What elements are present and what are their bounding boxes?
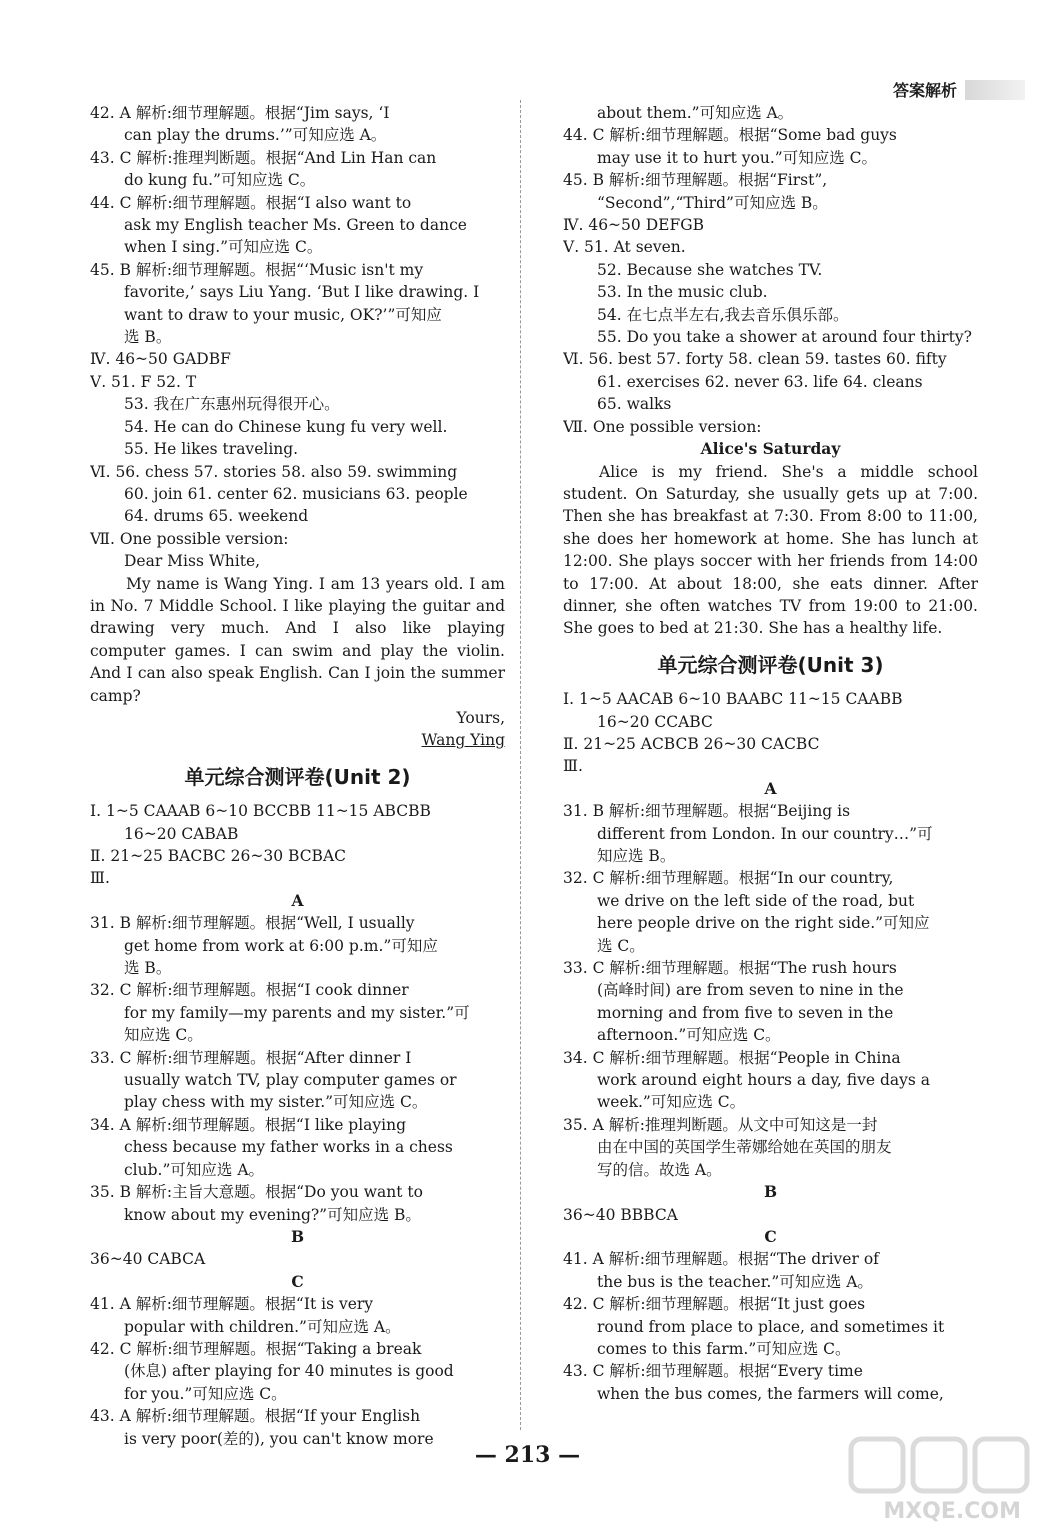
column-divider: [520, 100, 521, 1430]
left-line: 45. B 解析:细节理解题。根据“‘Music isn't my: [90, 260, 424, 279]
unit3-line: we drive on the left side of the road, but: [597, 891, 915, 910]
unit3-line: 43. C 解析:细节理解题。根据“Every time: [563, 1362, 863, 1381]
unit3-line: when the bus comes, the farmers will come,: [597, 1384, 944, 1403]
unit2-line: 选 B。: [124, 959, 172, 978]
left-line: 54. He can do Chinese kung fu very well.: [124, 417, 448, 436]
unit2-answers: [90, 800, 505, 1450]
left-line: can play the drums.’”可知应选 A。: [124, 126, 387, 145]
unit2-line: 34. A 解析:细节理解题。根据“I like playing: [90, 1115, 407, 1134]
unit2-line: (休息) after playing for 40 minutes is good: [124, 1362, 454, 1381]
left-line: do kung fu.”可知应选 C。: [124, 171, 316, 190]
unit2-line: 32. C 解析:细节理解题。根据“I cook dinner: [90, 981, 409, 1000]
header-bar: [965, 80, 1025, 100]
unit3-line: 选 C。: [597, 936, 645, 955]
unit2-line: club.”可知应选 A。: [124, 1160, 265, 1179]
unit3-line: 34. C 解析:细节理解题。根据“People in China: [563, 1048, 901, 1067]
unit3-line: 写的信。故选 A。: [597, 1160, 722, 1179]
right-line: 44. C 解析:细节理解题。根据“Some bad guys: [563, 126, 897, 145]
left-line: Ⅶ. One possible version:: [90, 529, 289, 548]
unit2-line: know about my evening?”可知应选 B。: [124, 1205, 421, 1224]
unit2-line: 36~40 CABCA: [90, 1250, 206, 1269]
unit2-line: 31. B 解析:细节理解题。根据“Well, I usually: [90, 914, 415, 933]
right-line: 53. In the music club.: [597, 283, 768, 302]
unit3-line: round from place to place, and sometimes it: [597, 1317, 945, 1336]
unit2-line: 33. C 解析:细节理解题。根据“After dinner I: [90, 1048, 412, 1067]
left-line: 55. He likes traveling.: [124, 440, 299, 459]
right-line: 61. exercises 62. never 63. life 64. cleans: [597, 372, 923, 391]
unit3-line: 33. C 解析:细节理解题。根据“The rush hours: [563, 959, 897, 978]
unit2-line: for my family—my parents and my sister.”可: [124, 1003, 470, 1022]
unit2-line: popular with children.”可知应选 A。: [124, 1317, 401, 1336]
right-line: 45. B 解析:细节理解题。根据“First”,: [563, 171, 828, 190]
unit2-line: Ⅲ.: [90, 869, 110, 888]
left-line: 44. C 解析:细节理解题。根据“I also want to: [90, 193, 412, 212]
letter-signature: Wang Ying: [421, 731, 505, 750]
unit3-line: afternoon.”可知应选 C。: [597, 1026, 781, 1045]
unit2-line: Ⅰ. 1~5 CAAAB 6~10 BCCBB 11~15 ABCBB: [90, 802, 431, 821]
unit2-line: 41. A 解析:细节理解题。根据“It is very: [90, 1295, 374, 1314]
unit2-line: usually watch TV, play computer games or: [124, 1071, 457, 1090]
right-line: Ⅳ. 46~50 DEFGB: [563, 216, 704, 235]
unit3-line: B: [763, 1182, 778, 1202]
unit2-line: 43. A 解析:细节理解题。根据“If your English: [90, 1407, 421, 1426]
watermark: [845, 1431, 1035, 1526]
right-line: Ⅶ. One possible version:: [563, 417, 762, 436]
unit3-line: 知应选 B。: [597, 847, 676, 865]
unit3-line: C: [764, 1226, 777, 1246]
unit3-line: 42. C 解析:细节理解题。根据“It just goes: [563, 1295, 866, 1314]
watermark-logo-icon: [845, 1431, 1035, 1501]
left-line: want to draw to your music, OK?’”可知应: [124, 305, 442, 324]
unit3-line: 16~20 CCABC: [597, 712, 713, 731]
left-line: Ⅴ. 51. F 52. T: [90, 372, 197, 391]
left-line: Ⅵ. 56. chess 57. stories 58. also 59. swimming: [90, 462, 458, 481]
left-line: 60. join 61. center 62. musicians 63. people: [124, 484, 468, 503]
right-answers: [563, 102, 978, 438]
left-line: ask my English teacher Ms. Green to dance: [124, 216, 467, 235]
unit2-line: get home from work at 6:00 p.m.”可知应: [124, 936, 438, 955]
unit3-line: Ⅱ. 21~25 ACBCB 26~30 CACBC: [563, 734, 820, 753]
unit3-line: A: [764, 778, 777, 798]
unit2-line: 16~20 CABAB: [124, 824, 239, 843]
unit3-line: Ⅰ. 1~5 AACAB 6~10 BAABC 11~15 CAABB: [563, 690, 903, 709]
page-number: — 213 —: [474, 1442, 581, 1468]
unit3-line: here people drive on the right side.”可知应: [597, 914, 930, 933]
letter-closing: Yours,: [456, 708, 505, 727]
right-line: about them.”可知应选 A。: [597, 104, 794, 122]
right-line: 54. 在七点半左右,我去音乐俱乐部。: [597, 305, 849, 324]
watermark-text: MXQE.COM: [883, 1499, 1021, 1524]
right-line: 52. Because she watches TV.: [597, 260, 823, 279]
unit3-line: 36~40 BBBCA: [563, 1205, 678, 1224]
unit3-line: 32. C 解析:细节理解题。根据“In our country,: [563, 869, 894, 888]
unit2-line: Ⅱ. 21~25 BACBC 26~30 BCBAC: [90, 847, 346, 865]
page-header: [893, 78, 1025, 101]
left-line: when I sing.”可知应选 C。: [124, 238, 323, 257]
left-line: 选 B。: [124, 328, 172, 347]
unit2-line: B: [290, 1226, 305, 1246]
unit3-line: (高峰时间) are from seven to nine in the: [597, 981, 904, 1000]
unit3-line: different from London. In our country…”可: [597, 824, 933, 843]
left-line: Ⅳ. 46~50 GADBF: [90, 350, 231, 369]
unit3-line: work around eight hours a day, five days a: [597, 1071, 931, 1090]
left-answers: [90, 102, 505, 573]
left-line: 43. C 解析:推理判断题。根据“And Lin Han can: [90, 148, 437, 167]
unit3-answers: [563, 688, 978, 1405]
left-line: 42. A 解析:细节理解题。根据“Jim says, ‘I: [90, 104, 390, 122]
unit3-line: 31. B 解析:细节理解题。根据“Beijing is: [563, 802, 851, 821]
unit2-line: C: [291, 1271, 304, 1291]
unit3-line: Ⅲ.: [563, 757, 583, 776]
unit3-line: the bus is the teacher.”可知应选 A。: [597, 1272, 873, 1291]
essay-body: Alice is my friend. She's a middle school student. On Saturday, she usually gets up at 7:00. Then she has breakfast at 7:30. From 8:00 to 11:00, she does her homework at home. She has lunch at 12:00. She plays soccer with her friends from 14:00 to 17:00. At about 18:00, she eats dinner. After dinner, she often watches TV from 19:00 to 21:00. She goes to bed at 21:30. She has a healthy life.: [563, 462, 978, 638]
unit3-line: 41. A 解析:细节理解题。根据“The driver of: [563, 1250, 879, 1269]
left-line: favorite,’ says Liu Yang. ‘But I like drawing. I: [124, 283, 480, 302]
unit3-line: week.”可知应选 C。: [597, 1093, 746, 1112]
essay-title: Alice's Saturday: [700, 439, 841, 459]
right-line: 55. Do you take a shower at around four thirty?: [597, 328, 972, 347]
right-line: Ⅵ. 56. best 57. forty 58. clean 59. tastes 60. fifty: [563, 350, 947, 369]
unit3-line: morning and from five to seven in the: [597, 1003, 894, 1022]
unit2-line: for you.”可知应选 C。: [124, 1384, 287, 1403]
right-line: 65. walks: [597, 395, 672, 414]
unit2-line: is very poor(差的), you can't know more: [124, 1429, 434, 1448]
right-line: “Second”,“Third”可知应选 B。: [597, 193, 828, 212]
right-line: Ⅴ. 51. At seven.: [563, 238, 686, 257]
unit2-line: 35. B 解析:主旨大意题。根据“Do you want to: [90, 1183, 423, 1202]
left-line: Dear Miss White,: [124, 552, 261, 571]
unit2-title: 单元综合测评卷(Unit 2): [184, 764, 411, 789]
unit3-line: 35. A 解析:推理判断题。从文中可知这是一封: [563, 1115, 878, 1134]
unit3-line: comes to this farm.”可知应选 C。: [597, 1339, 851, 1358]
left-line: 64. drums 65. weekend: [124, 507, 309, 526]
header-label: 答案解析: [892, 81, 957, 100]
unit2-line: chess because my father works in a chess: [124, 1138, 453, 1157]
right-line: may use it to hurt you.”可知应选 C。: [597, 148, 877, 167]
unit2-line: play chess with my sister.”可知应选 C。: [124, 1093, 428, 1112]
unit2-line: 知应选 C。: [124, 1026, 203, 1045]
letter-body: My name is Wang Ying. I am 13 years old. I am in No. 7 Middle School. I like playing the guitar and drawing very much. And I also like playing computer games. I can swim and play the violin. And I can also speak English. Can I join the summer camp?: [90, 574, 505, 705]
unit2-line: 42. C 解析:细节理解题。根据“Taking a break: [90, 1339, 422, 1358]
left-column: [90, 102, 505, 1450]
left-line: 53. 我在广东惠州玩得很开心。: [124, 395, 340, 414]
unit3-line: 由在中国的英国学生蒂娜给她在英国的朋友: [597, 1138, 892, 1157]
unit2-line: A: [291, 890, 304, 910]
unit3-title: 单元综合测评卷(Unit 3): [657, 652, 884, 677]
right-column: [563, 102, 978, 1405]
